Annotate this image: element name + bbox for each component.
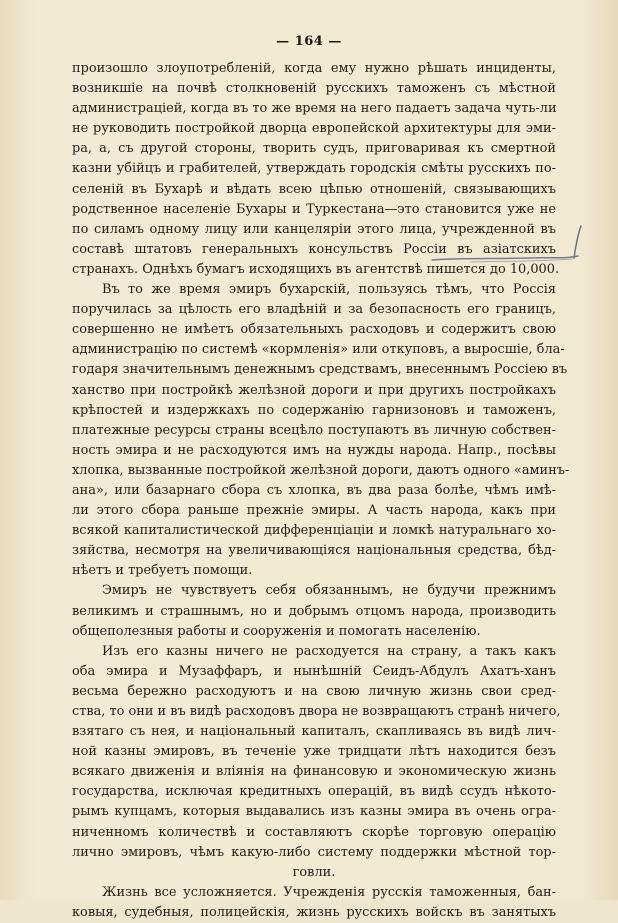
text-line: администрацію по системѣ «кормленія» или откуповъ, а выросшіе, бла- [72,342,565,358]
text-line: ность эмира и не расходуются имъ на нужды народа. Напр., посѣвы [72,442,556,458]
text-line: общеполезныя работы и сооруженія и помогать населенію. [72,623,481,639]
text-line: крѣпостей и издержкахъ по содержанію гарнизоновъ и таможенъ, [72,402,556,418]
text-line: ства, то они и въ видѣ расходовъ двора не возвращаютъ странѣ ничего, [72,704,561,719]
text-line: администраціей, когда въ то же время на него падаетъ задача чуть-ли [72,101,557,117]
text-line: не руководить постройкой дворца европейской архитектуры для эми- [72,121,556,137]
text-line: ниченномъ количествѣ и составляютъ скорѣе торговую операцію [72,824,556,840]
text-line: лично эмировъ, чѣмъ какую-либо систему поддержки мѣстной тор- [72,844,556,860]
text-line: ана», или базарнаго сбора съ хлопка, въ два раза болѣе, чѣмъ имѣ- [72,482,556,498]
text-line: ковыя, судебныя, полицейскія, жизнь русскихъ войскъ въ занятыхъ [72,904,556,920]
text-line: нѣетъ и требуетъ помощи. [72,563,253,579]
text-line: всякой капиталистической дифференціаціи и ломкѣ натуральнаго хо- [72,523,556,539]
text-line: говли. [292,864,336,880]
text-line: Въ то же время эмиръ бухарскій, пользуясь тѣмъ, что Россія [102,282,556,298]
text-line: оба эмира и Музаффаръ, и нынѣшній Сеидъ-Абдулъ Ахатъ-ханъ [72,663,556,679]
text-line: ра, а, съ другой стороны, творить судъ, приговаривая къ смертной [72,141,556,157]
text-line: взятаго съ нея, и національный капиталъ, скапливаясь въ видѣ лич- [72,724,556,740]
text-line: Изъ его казны ничего не расходуется на страну, а такъ какъ [102,643,556,659]
text-line: возникшіе на почвѣ столкновеній русскихъ таможенъ съ мѣстной [72,81,556,97]
text-line: Эмиръ не чувствуетъ себя обязаннымъ, не будучи прежнимъ [102,583,556,599]
text-line: платежные ресурсы страны всецѣло поступаютъ въ личную собствен- [72,422,556,438]
text-line: ли этого сбора раньше прежніе эмиры. А часть народа, какъ при [72,503,556,519]
text-line: произошло злоупотребленій, когда ему нужно рѣшать инциденты, [72,61,556,76]
text-line: годаря значительнымъ денежнымъ средствамъ, внесеннымъ Россіею въ [72,362,568,378]
text-line: весьма бережно расходуютъ и на свою личную жизнь свои сред- [72,683,556,699]
text-line: странахъ. Однѣхъ бумагъ исходящихъ въ агентствѣ пишется до 10,000. [72,261,560,277]
text-line: рымъ купцамъ, которыя выдавались изъ казны эмира въ очень огра- [72,804,556,820]
text-line: всякаго движенія и вліянія на финансовую и экономическую жизнь [72,764,556,780]
body-text [72,59,570,923]
text-line: государства, исключая кредитныхъ операцій, въ видѣ ссудъ нѣкото- [72,784,556,800]
text-line: зяйства, несмотря на увеличивающіяся національныя средства, бѣд- [72,543,556,559]
text-line: поручилась за цѣлость его владѣній и за безопасность его границъ, [72,302,556,318]
text-line: родственное населеніе Бухары и Туркестана—это становится уже не [72,201,556,217]
text-line: Жизнь все усложняется. Учрежденія русскія таможенныя, бан- [102,884,556,900]
text-line: селеній въ Бухарѣ и вѣдать всею цѣпью отношеній, связывающихъ [72,181,556,197]
page-number: — 164 — [276,34,342,49]
text-line: ханство при постройкѣ желѣзной дороги и при другихъ постройкахъ [72,382,556,398]
text-line: ной казны эмировъ, въ теченіе уже тридцати лѣтъ находится безъ [72,744,556,760]
text-line: совершенно не имѣетъ обязательныхъ расходовъ и содержитъ свою [72,322,556,338]
text-line: казни убійцъ и грабителей, утверждать городскія смѣты русскихъ по- [72,161,556,177]
text-line: хлопка, вызванные постройкой желѣзной дороги, даютъ одного «аминъ- [72,462,570,478]
text-line: составѣ штатовъ генеральныхъ консульствъ Россіи въ азіатскихъ [72,241,556,257]
text-line: великимъ и страшнымъ, но и добрымъ отцомъ народа, производить [72,603,556,619]
pencil-margin-mark [570,224,586,262]
text-line: по силамъ одному лицу или канцеляріи этого лица, учрежденной въ [72,221,556,237]
